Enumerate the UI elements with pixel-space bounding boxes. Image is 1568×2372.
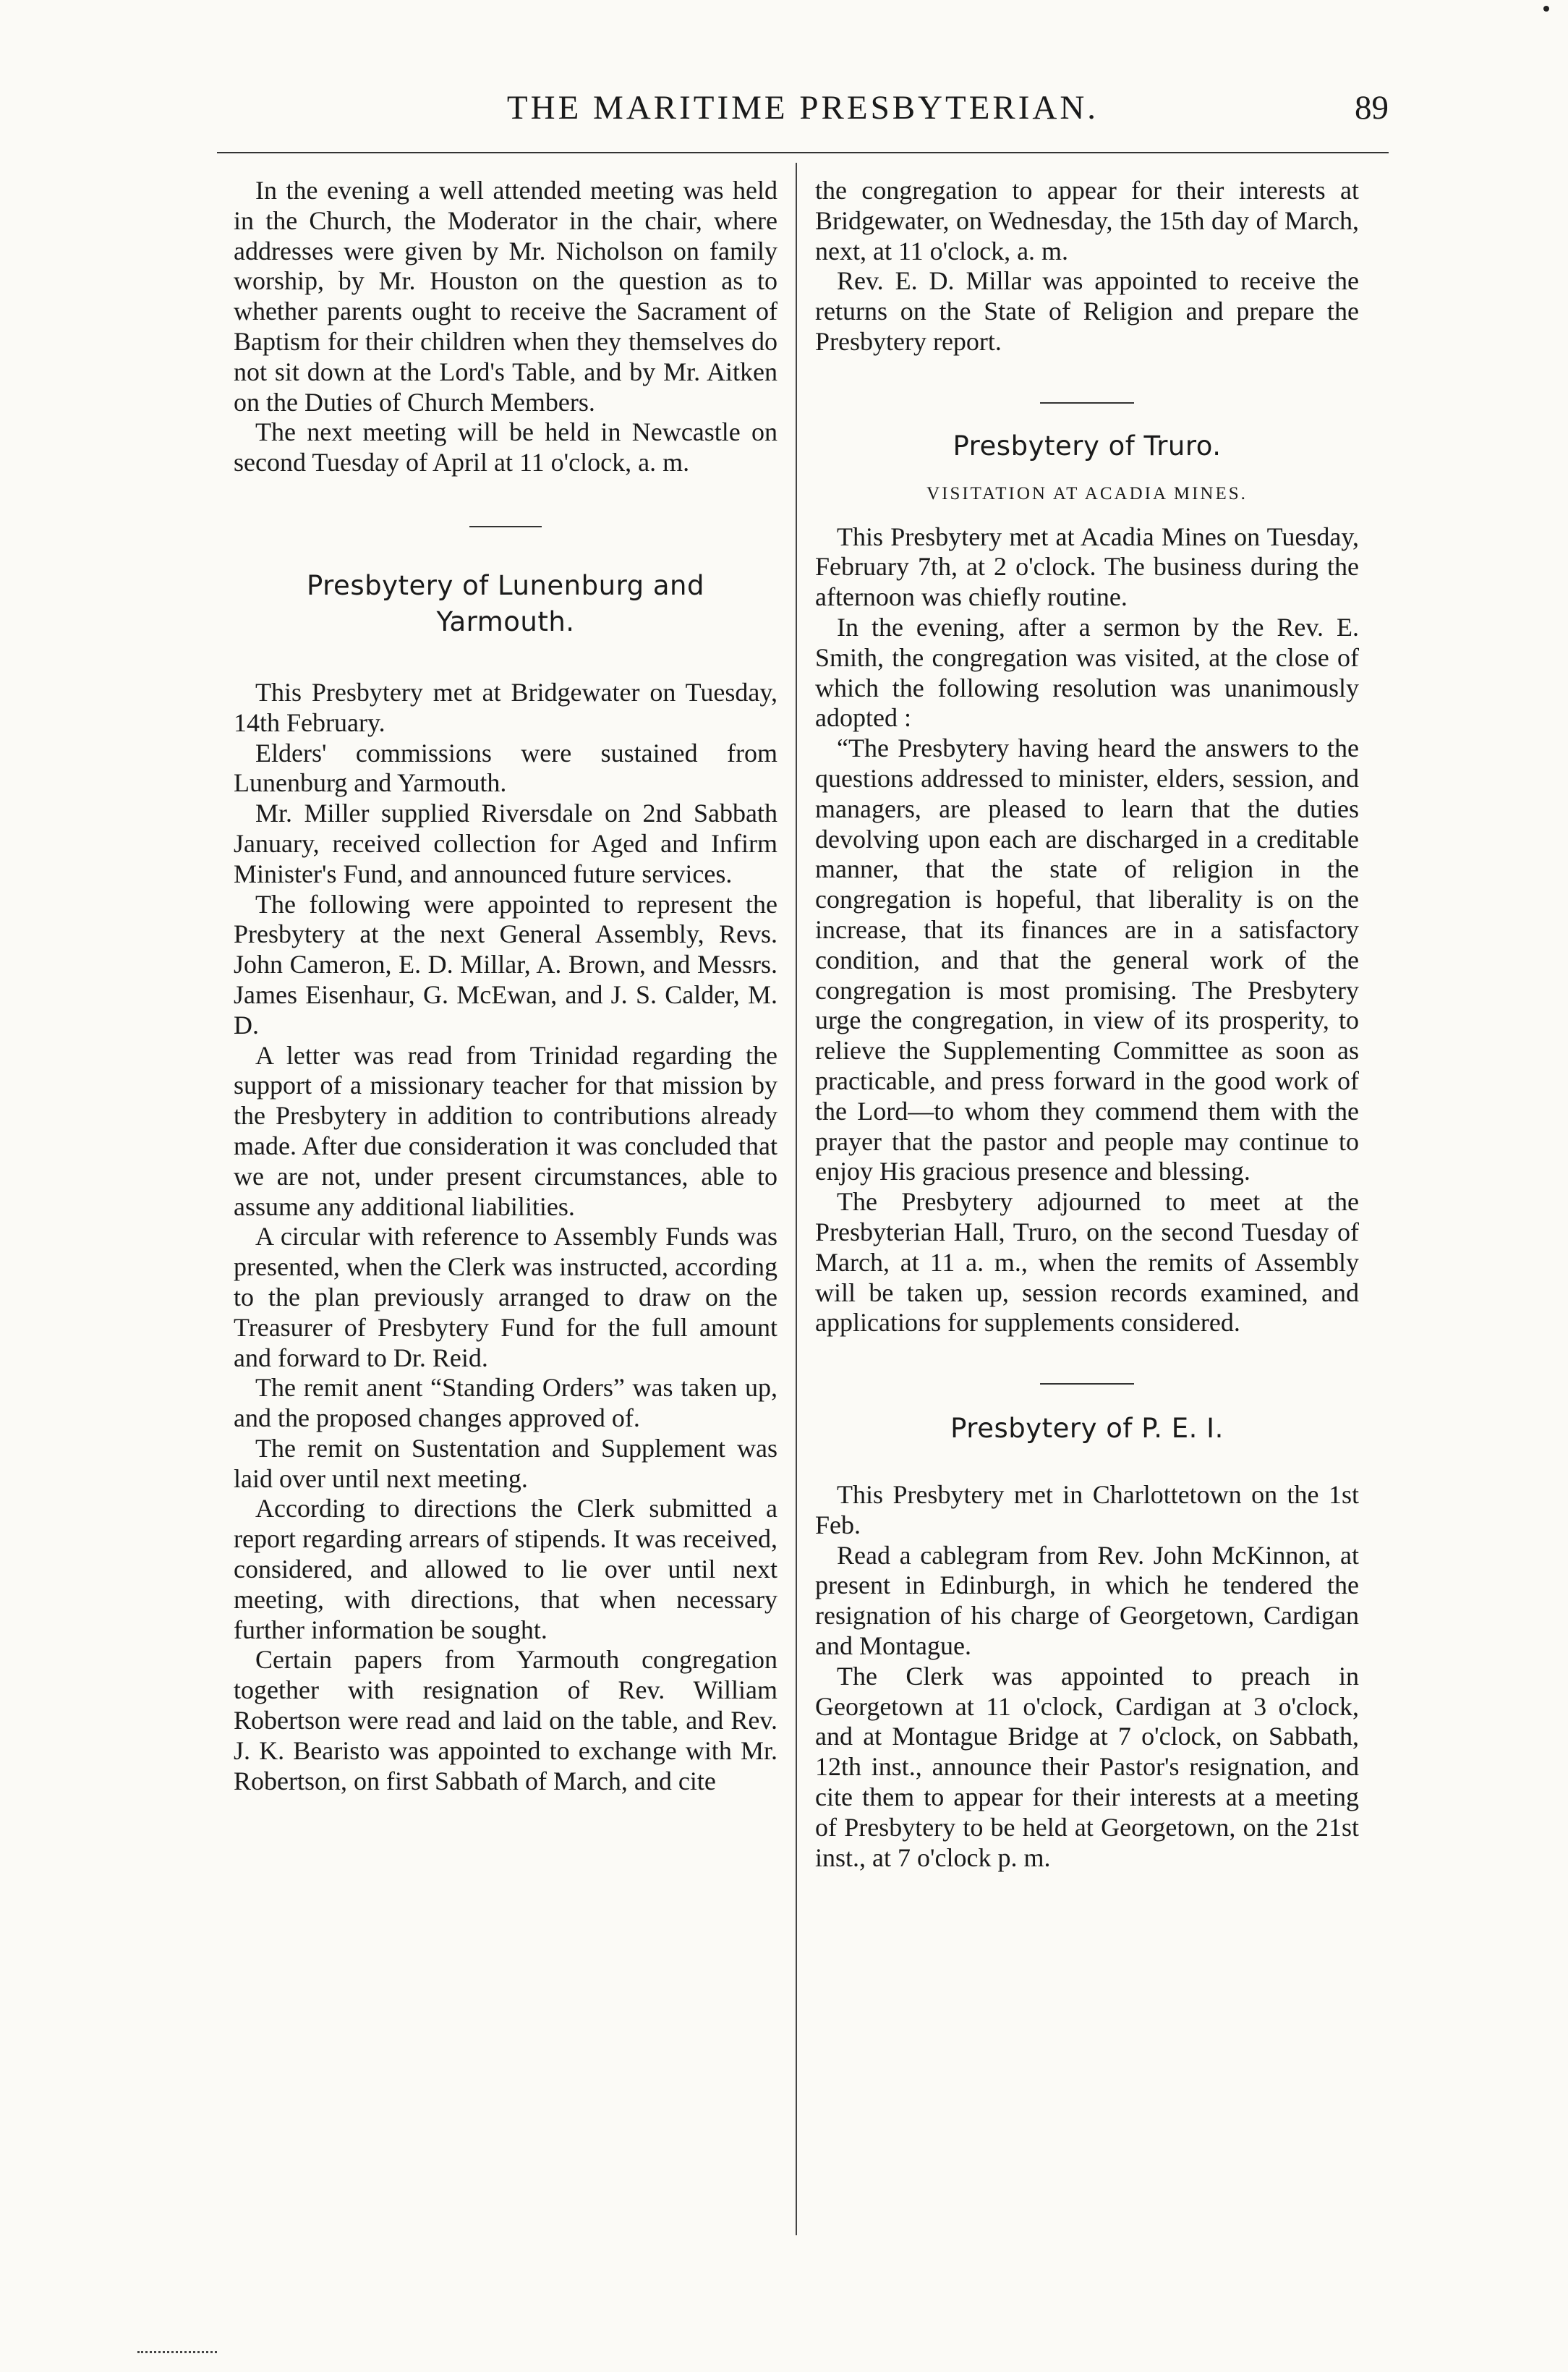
spacer: [815, 1385, 1359, 1411]
paragraph: Certain papers from Yarmouth congregation together with resignation of Rev. William Robertson were read and laid on the table, and Rev. J. K. Bearisto was appointed to exchange with Mr. Robertson, on first Sabbath of March, and cite: [234, 1645, 777, 1795]
spacer: [815, 1447, 1359, 1480]
paragraph: According to directions the Clerk submitted a report regarding arrears of stipends. It was received, considered, and allowed to lie over until next meeting, with directions, that when necessary further information be sought.: [234, 1494, 777, 1644]
paragraph: This Presbytery met in Charlottetown on the 1st Feb.: [815, 1480, 1359, 1539]
paragraph: This Presbytery met at Acadia Mines on Tuesday, February 7th, at 2 o'clock. The business during the afternoon was chiefly routine.: [815, 522, 1359, 612]
page-header: [217, 88, 1389, 153]
spacer: [234, 527, 777, 568]
spacer: [815, 357, 1359, 402]
paragraph: Elders' commissions were sustained from Lunenburg and Yarmouth.: [234, 738, 777, 798]
paragraph: This Presbytery met at Bridgewater on Tuesday, 14th February.: [234, 677, 777, 737]
paragraph: The next meeting will be held in Newcastle on second Tuesday of April at 11 o'clock, a. m.: [234, 417, 777, 477]
section-heading-pei: Presbytery of P. E. I.: [950, 1413, 1224, 1445]
paragraph: In the evening, after a sermon by the Rev. E. Smith, the congregation was visited, at the close of which the following resolution was unanimously adopted :: [815, 612, 1359, 733]
column-divider: [796, 163, 797, 2235]
spacer: [815, 1338, 1359, 1383]
paragraph: The remit on Sustentation and Supplement was laid over until next meeting.: [234, 1433, 777, 1493]
spacer: [815, 404, 1359, 428]
paragraph: In the evening a well attended meeting was held in the Church, the Moderator in the chair, where addresses were given by Mr. Nicholson on family worship, by Mr. Houston on the question as to whether parents ought to receive the Sacrament of Baptism for their children when they themselves do not sit down at the Lord's Table, and by Mr. Aitken on the Duties of Church Members.: [234, 176, 777, 417]
spacer: [234, 640, 777, 678]
paragraph: Mr. Miller supplied Riversdale on 2nd Sabbath January, received collection for Aged and Infirm Minister's Fund, and announced future services.: [234, 799, 777, 888]
left-column: [234, 176, 777, 1796]
paragraph: The remit anent “Standing Orders” was taken up, and the proposed changes approved of.: [234, 1373, 777, 1433]
paragraph: The Presbytery adjourned to meet at the Presbyterian Hall, Truro, on the second Tuesday of March, at 11 a. m., when the remits of Assembly will be taken up, session records examined, and applications for supplements considered.: [815, 1187, 1359, 1338]
paragraph: The following were appointed to represent the Presbytery at the next General Assembly, Revs. John Cameron, E. D. Millar, A. Brown, and Messrs. James Eisenhaur, G. McEwan, and J. S. Calder, M. D.: [234, 889, 777, 1040]
section-heading-truro: Presbytery of Truro.: [953, 430, 1222, 462]
corner-speck: [1543, 6, 1549, 12]
spacer: [234, 478, 777, 526]
page-bottom-mark: [137, 2351, 217, 2353]
paragraph: A letter was read from Trinidad regarding the support of a missionary teacher for that mission by the Presbytery in addition to contributions already made. After due consideration it was concluded that we are not, under present circumstances, able to assume any additional liabilities.: [234, 1040, 777, 1221]
paragraph: The Clerk was appointed to preach in Georgetown at 11 o'clock, Cardigan at 3 o'clock, and at Montague Bridge at 7 o'clock, on Sabbath, 12th inst., announce their Pastor's resignation, and cite them to appear for their interests at a meeting of Presbytery to be held at Georgetown, on the 21st inst., at 7 o'clock p. m.: [815, 1661, 1359, 1872]
header-rule: [217, 152, 1389, 153]
section-heading-lunenburg: Presbytery of Lunenburg and Yarmouth.: [307, 569, 704, 637]
paragraph: A circular with reference to Assembly Funds was presented, when the Clerk was instructed, according to the plan previously arranged to draw on the Treasurer of Presbytery Fund for the full amount and forward to Dr. Reid.: [234, 1222, 777, 1372]
paragraph: “The Presbytery having heard the answers to the questions addressed to minister, elders, session, and managers, are pleased to learn that the duties devolving upon each are discharged in a creditable manner, that the state of religion in the congregation is hopeful, that liberality is on the increase, that its finances are in a satisfactory condition, and that the general work of the congregation is most promising. The Presbytery urge the congregation, in view of its prosperity, to relieve the Supplementing Committee as soon as practicable, and press forward in the good work of the Lord—to whom they commend them with the prayer that the pastor and people may continue to enjoy His gracious presence and blessing.: [815, 734, 1359, 1186]
right-column: [815, 176, 1359, 1873]
running-title: THE MARITIME PRESBYTERIAN.: [506, 89, 1099, 127]
paragraph: Read a cablegram from Rev. John McKinnon, at present in Edinburgh, in which he tendered the resignation of his charge of Georgetown, Cardigan and Montague.: [815, 1540, 1359, 1661]
subheading-visitation: VISITATION AT ACADIA MINES.: [926, 483, 1248, 503]
page-number: 89: [1355, 89, 1389, 127]
paragraph: Rev. E. D. Millar was appointed to receive the returns on the State of Religion and prepare the Presbytery report.: [815, 266, 1359, 356]
paragraph: the congregation to appear for their interests at Bridgewater, on Wednesday, the 15th day of March, next, at 11 o'clock, a. m.: [815, 176, 1359, 265]
